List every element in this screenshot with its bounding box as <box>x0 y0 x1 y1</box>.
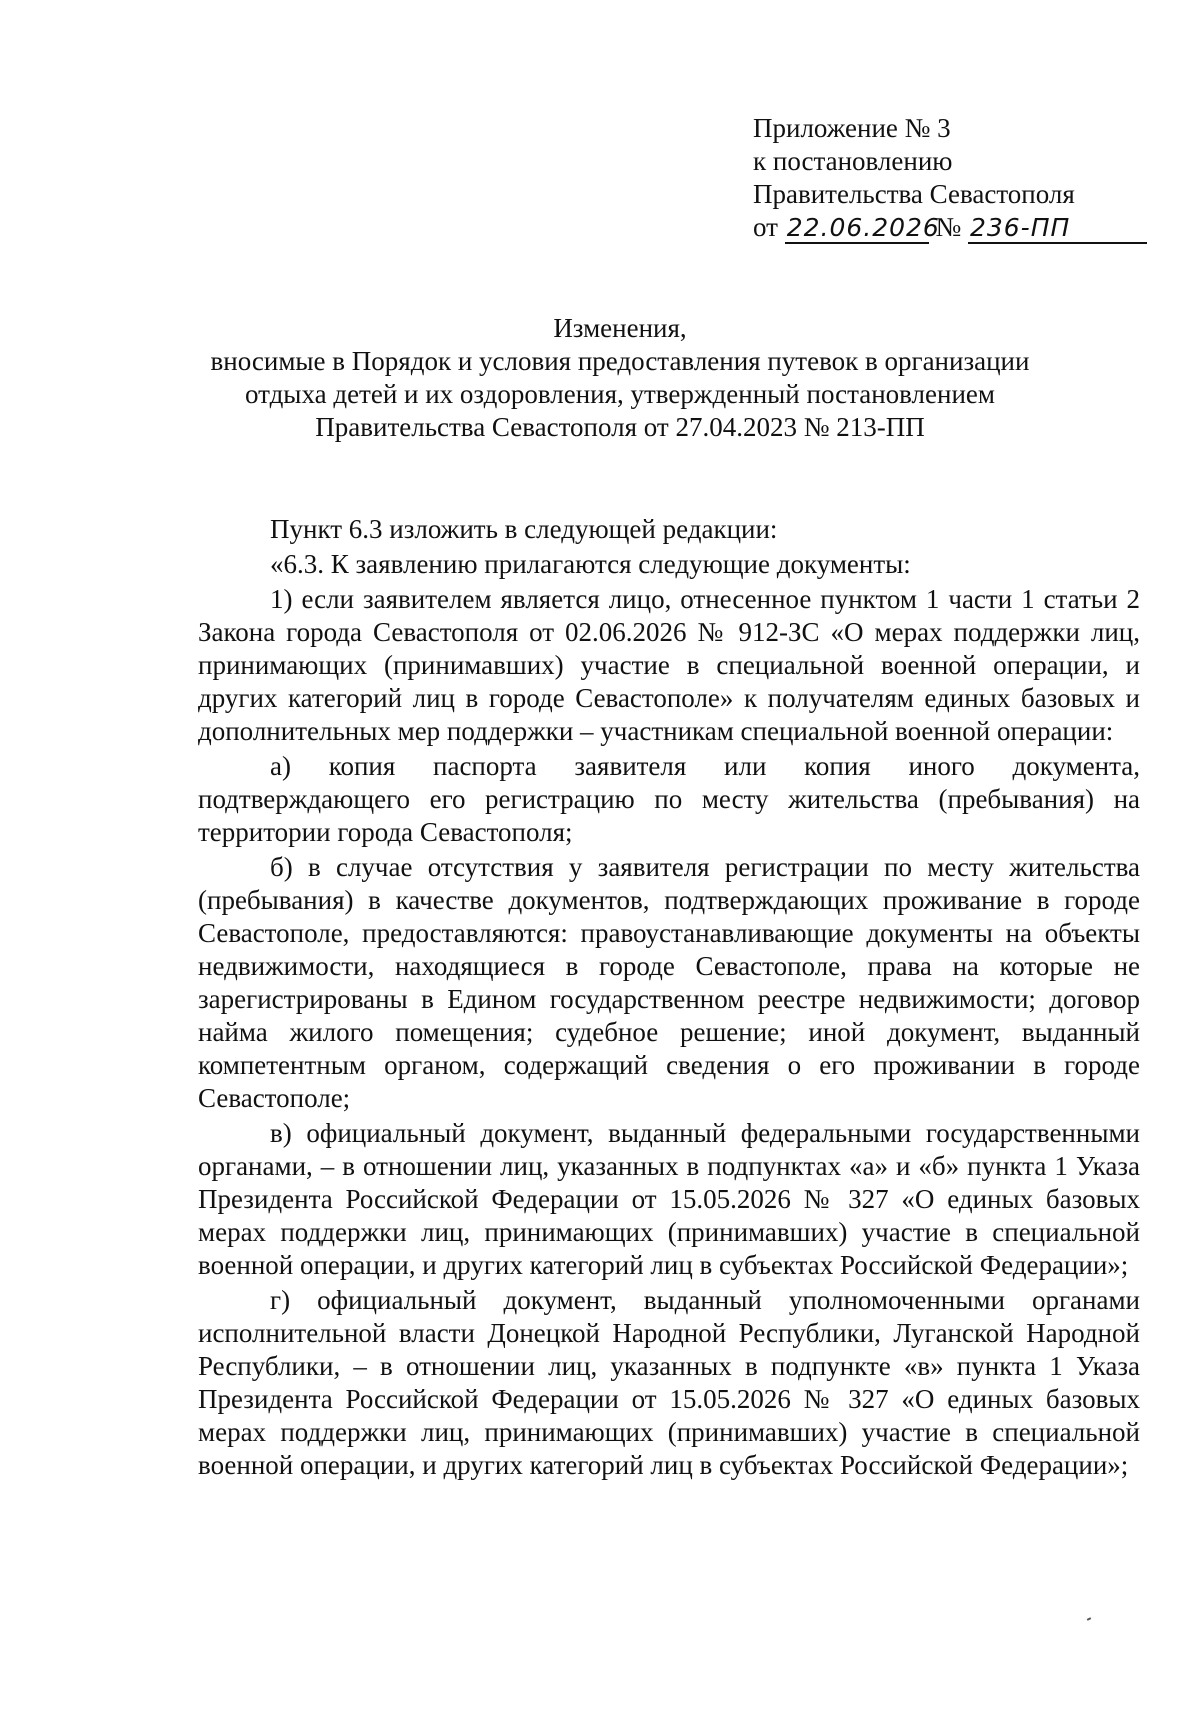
paragraph-item-a: а) копия паспорта заявителя или копия иного документа, подтверждающего его регистрацию по месту жительства (пребывания) на территории города Севастополя; <box>198 751 1140 847</box>
handwritten-number: 236-ПП <box>968 214 1147 244</box>
paragraph-item-g: г) официальный документ, выданный уполномоченными органами исполнительной власти Донецкой Народной Республики, Луганской Народной Республики, – в отношении лиц, указанных в подпункте «в» пункта 1 Указа Президента Российской Федерации от 15.05.2026 № 327 «О единых базовых мерах поддержки лиц, принимающих (принимавших) участие в специальной военной операции, и других категорий лиц в субъектах Российской Федерации»; <box>198 1285 1140 1480</box>
paragraph-intro: Пункт 6.3 изложить в следующей редакции: <box>270 514 778 544</box>
appendix-line-1: Приложение № 3 <box>753 113 951 143</box>
paragraph-item-b: б) в случае отсутствия у заявителя регистрации по месту жительства (пребывания) в качестве документов, подтверждающих проживание в городе Севастополе, предоставляются: правоустанавливающие документы на объекты недвижимости, находящиеся в городе Севастополе, права на которые не зарегистрированы в Едином государственном реестре недвижимости; договор найма жилого помещения; судебное решение; иной документ, выданный компетентным органом, содержащий сведения о его проживании в городе Севастополе; <box>198 852 1140 1113</box>
title-line-2: вносимые в Порядок и условия предоставления путевок в организации <box>210 346 1030 376</box>
appendix-line-3: Правительства Севастополя <box>753 179 1075 209</box>
appendix-date-line <box>753 211 1153 244</box>
paragraph-6-3: «6.3. К заявлению прилагаются следующие документы: <box>270 549 911 579</box>
appendix-line-2: к постановлению <box>753 146 953 176</box>
scan-speck <box>1087 1617 1091 1621</box>
handwritten-date: 22.06.2026 <box>786 213 940 242</box>
document-title <box>170 312 1070 444</box>
date-prefix: от <box>753 212 778 242</box>
title-line-3: отдыха детей и их оздоровления, утвержденный постановлением <box>244 379 995 409</box>
appendix-block <box>753 112 1153 244</box>
document-body <box>198 513 1140 1484</box>
paragraph-item-v: в) официальный документ, выданный федеральными государственными органами, – в отношении лиц, указанных в подпунктах «а» и «б» пункта 1 Указа Президента Российской Федерации от 15.05.2026 № 327 «О единых базовых мерах поддержки лиц, принимающих (принимавших) участие в специальной военной операции, и других категорий лиц в субъектах Российской Федерации»; <box>198 1118 1140 1280</box>
number-sign: № <box>935 212 962 242</box>
title-line-1: Изменения, <box>553 313 687 343</box>
title-line-4: Правительства Севастополя от 27.04.2023 № 213-ПП <box>315 412 925 442</box>
paragraph-item-1: 1) если заявителем является лицо, отнесенное пунктом 1 части 1 статьи 2 Закона города Севастополя от 02.06.2026 № 912-ЗС «О мерах поддержки лиц, принимающих (принимавших) участие в специальной военной операции, и других категорий лиц в городе Севастополе» к получателям единых базовых и дополнительных мер поддержки – участникам специальной военной операции: <box>198 584 1140 746</box>
